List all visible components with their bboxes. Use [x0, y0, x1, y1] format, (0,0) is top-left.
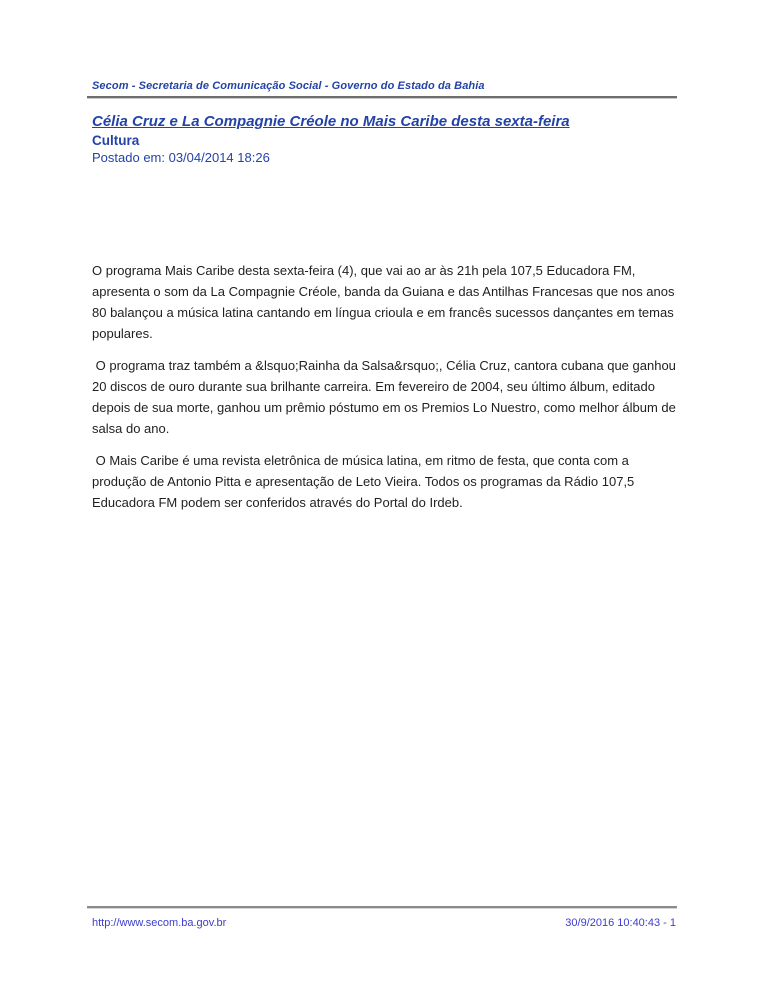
document-footer [92, 917, 676, 929]
article-title-block [92, 112, 676, 166]
footer-datetime-page-number: 30/9/2016 10:40:43 - 1 [565, 917, 676, 929]
article-paragraph: O programa traz também a &lsquo;Rainha da Salsa&rsquo;, Célia Cruz, cantora cubana que ganhou 20 discos de ouro durante sua brilhante carreira. Em fevereiro de 2004, seu último álbum, editado depois de sua morte, ganhou um prêmio póstumo em os Premios Lo Nuestro, como melhor álbum de salsa do ano. [92, 358, 680, 436]
article-paragraph: O Mais Caribe é uma revista eletrônica de música latina, em ritmo de festa, que conta com a produção de Antonio Pitta e apresentação de Leto Vieira. Todos os programas da Rádio 107,5 Educadora FM podem ser conferidos através do Portal do Irdeb. [92, 453, 638, 510]
article-paragraph: O programa Mais Caribe desta sexta-feira (4), que vai ao ar às 21h pela 107,5 Educadora FM, apresenta o som da La Compagnie Créole, banda da Guiana e das Antilhas Francesas que nos anos 80 balançou a música latina cantando em língua crioula e em francês sucessos dançantes em temas populares. [92, 263, 679, 341]
article-posted-date: Postado em: 03/04/2014 18:26 [92, 150, 270, 165]
footer-url[interactable]: http://www.secom.ba.gov.br [92, 917, 227, 929]
header-divider [87, 96, 677, 99]
article-title-link[interactable]: Célia Cruz e La Compagnie Créole no Mais Caribe desta sexta-feira [92, 113, 570, 130]
article-category-label: Cultura [92, 133, 140, 148]
article-body [92, 260, 680, 524]
document-header-text: Secom - Secretaria de Comunicação Social - Governo do Estado da Bahia [92, 80, 485, 92]
footer-divider [87, 906, 677, 909]
